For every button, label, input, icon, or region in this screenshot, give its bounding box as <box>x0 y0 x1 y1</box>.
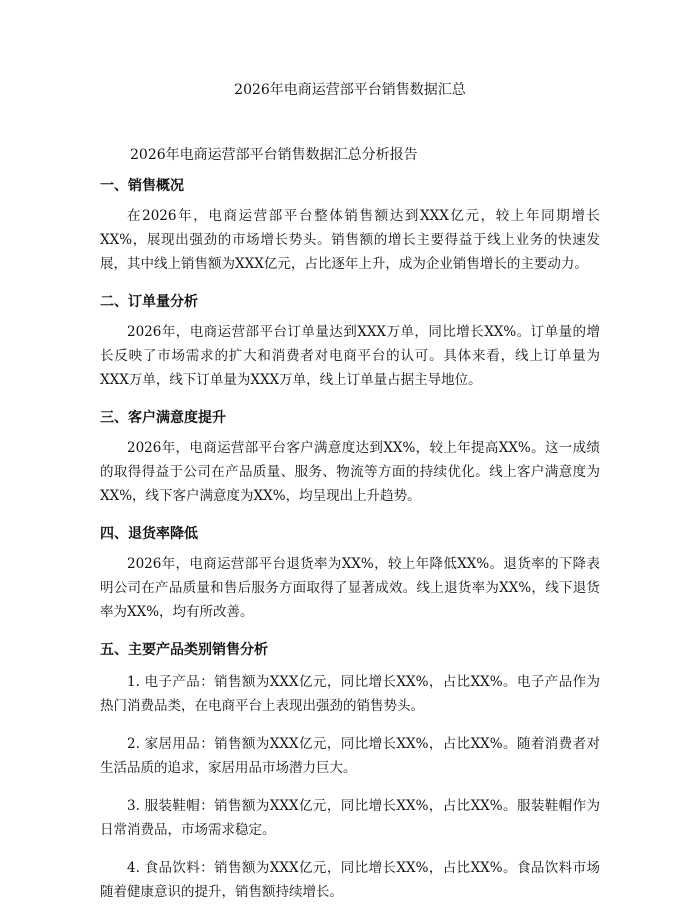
report-title: 2026年电商运营部平台销售数据汇总分析报告 <box>130 147 418 163</box>
category-item-food-beverage: 4. 食品饮料：销售额为XXX亿元，同比增长XX%，占比XX%。食品饮料市场随着健康意识的提升，销售额持续增长。 <box>100 860 600 900</box>
section-paragraph: 2026年，电商运营部平台客户满意度达到XX%，较上年提高XX%。这一成绩的取得得益于公司在产品质量、服务、物流等方面的持续优化。线上客户满意度为XX%，线下客户满意度为XX%，均呈现出上升趋势。 <box>100 440 600 504</box>
category-item-apparel: 3. 服装鞋帽：销售额为XXX亿元，同比增长XX%，占比XX%。服装鞋帽作为日常消费品，市场需求稳定。 <box>100 798 600 838</box>
section-sales-overview <box>100 170 600 276</box>
report-body <box>100 170 600 918</box>
document-title: 2026年电商运营部平台销售数据汇总 <box>234 82 466 98</box>
section-heading: 二、订单量分析 <box>100 294 198 310</box>
section-heading: 五、主要产品类别销售分析 <box>100 642 268 658</box>
section-heading: 三、客户满意度提升 <box>100 410 226 426</box>
section-paragraph: 在2026年，电商运营部平台整体销售额达到XXX亿元，较上年同期增长XX%，展现出强劲的市场增长势头。销售额的增长主要得益于线上业务的快速发展，其中线上销售额为XXX亿元，占比逐年上升，成为企业销售增长的主要动力。 <box>100 208 600 272</box>
section-paragraph: 2026年，电商运营部平台退货率为XX%，较上年降低XX%。退货率的下降表明公司在产品质量和售后服务方面取得了显著成效。线上退货率为XX%，线下退货率为XX%，均有所改善。 <box>100 556 600 620</box>
section-product-categories <box>100 634 600 904</box>
section-heading: 一、销售概况 <box>100 178 184 194</box>
section-order-volume <box>100 286 600 392</box>
category-item-home-goods: 2. 家居用品：销售额为XXX亿元，同比增长XX%，占比XX%。随着消费者对生活品质的追求，家居用品市场潜力巨大。 <box>100 736 600 776</box>
section-return-rate <box>100 518 600 624</box>
section-paragraph: 2026年，电商运营部平台订单量达到XXX万单，同比增长XX%。订单量的增长反映了市场需求的扩大和消费者对电商平台的认可。具体来看，线上订单量为XXX万单，线下订单量为XXX万单，线上订单量占据主导地位。 <box>100 324 600 388</box>
category-item-electronics: 1. 电子产品：销售额为XXX亿元，同比增长XX%，占比XX%。电子产品作为热门消费品类，在电商平台上表现出强劲的销售势头。 <box>100 674 600 714</box>
section-customer-satisfaction <box>100 402 600 508</box>
section-heading: 四、退货率降低 <box>100 526 198 542</box>
